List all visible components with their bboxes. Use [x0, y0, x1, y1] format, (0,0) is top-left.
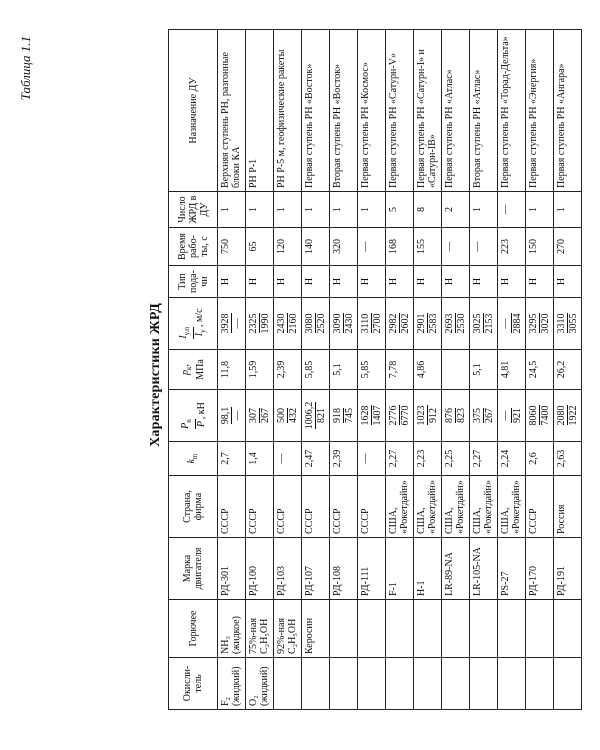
cell-km: 2,25 [442, 442, 470, 476]
cell-pressure: 26,2 [554, 350, 582, 390]
header-time: Время рабо-ты, с [169, 228, 218, 266]
cell-purpose: РН Р-1 [246, 30, 274, 192]
cell-isp-fraction [276, 314, 299, 334]
cell-oxidizer [442, 658, 470, 710]
cell-isp-fraction [360, 314, 383, 334]
cell-isp-top: 3928 [220, 313, 231, 334]
cell-feed: Н [302, 266, 330, 298]
cell-purpose: Вторая ступень РН «Атлас» [470, 30, 498, 192]
table-row [470, 30, 498, 710]
pressure-unit: , МПа [180, 359, 206, 380]
isp-top: I [177, 335, 189, 339]
cell-purpose: Первая ступень РН «Ангара» [554, 30, 582, 192]
cell-pressure [442, 350, 470, 390]
cell-isp-top: 3110 [360, 313, 371, 334]
cell-isp-fraction [416, 314, 439, 334]
cell-thrust-top: 1006,2 [304, 401, 315, 430]
cell-pressure: 5,85 [302, 350, 330, 390]
cell-thrust [246, 390, 274, 442]
cell-km: 2,63 [554, 442, 582, 476]
cell-thrust-top: 918 [332, 408, 343, 423]
header-thrust [169, 390, 218, 442]
cell-country: США, «Рокетдайн» [414, 476, 442, 538]
cell-oxidizer: O₂ (жидкий) [246, 658, 274, 710]
cell-isp-fraction [220, 314, 243, 334]
cell-pressure: 5,1 [330, 350, 358, 390]
cell-isp-bottom: 3055 [568, 313, 579, 334]
cell-feed: Н [498, 266, 526, 298]
cell-engine: LR-105-NA [470, 538, 498, 600]
cell-isp-top: 2430 [276, 313, 287, 334]
cell-isp-fraction [556, 314, 579, 334]
cell-isp [386, 298, 414, 350]
cell-isp-fraction [304, 314, 327, 334]
cell-time: 270 [554, 228, 582, 266]
cell-isp [442, 298, 470, 350]
cell-feed: Н [274, 266, 302, 298]
cell-thrust-top: 8060 [528, 405, 539, 426]
cell-isp-top: 3080 [304, 313, 315, 334]
cell-fuel [386, 600, 414, 658]
cell-km: 2,27 [470, 442, 498, 476]
cell-purpose: Первая ступень РН «Космос» [358, 30, 386, 192]
cell-km: 2,24 [498, 442, 526, 476]
cell-km: 2,23 [414, 442, 442, 476]
cell-purpose: Первая ступень РН «Сатурн-V» [386, 30, 414, 192]
cell-isp-fraction [388, 314, 411, 334]
cell-thrust-bottom: 1922 [568, 405, 579, 426]
cell-thrust-top: 2776 [388, 405, 399, 426]
cell-thrust-fraction [444, 408, 467, 423]
cell-pressure: 4,81 [498, 350, 526, 390]
cell-fuel [526, 600, 554, 658]
cell-engine: РД-191 [554, 538, 582, 600]
header-row [169, 30, 218, 710]
cell-isp-top: 3295 [528, 313, 539, 334]
table-row [386, 30, 414, 710]
cell-feed: Н [414, 266, 442, 298]
cell-fuel [498, 600, 526, 658]
cell-thrust [498, 390, 526, 442]
cell-thrust [330, 390, 358, 442]
cell-count: 1 [554, 192, 582, 228]
cell-thrust-top: 876 [444, 408, 455, 423]
cell-feed: Н [246, 266, 274, 298]
cell-country: СССР [302, 476, 330, 538]
cell-km: 2,7 [218, 442, 246, 476]
cell-thrust-top: — [500, 408, 512, 423]
cell-thrust-bottom: 821 [316, 408, 327, 423]
cell-isp [358, 298, 386, 350]
cell-oxidizer [302, 658, 330, 710]
cell-km: 2,39 [330, 442, 358, 476]
cell-count: 8 [414, 192, 442, 228]
cell-fuel [330, 600, 358, 658]
header-fuel: Горючее [169, 600, 218, 658]
cell-country: США, «Рокетдайн» [470, 476, 498, 538]
cell-time: 65 [246, 228, 274, 266]
cell-isp [274, 298, 302, 350]
cell-time: — [442, 228, 470, 266]
cell-isp-fraction [500, 314, 523, 334]
cell-fuel [442, 600, 470, 658]
cell-isp-fraction [444, 314, 467, 334]
km-symbol: k [185, 459, 197, 464]
cell-pressure: 24,5 [526, 350, 554, 390]
cell-feed: Н [442, 266, 470, 298]
table-row [274, 30, 302, 710]
cell-time: 155 [414, 228, 442, 266]
cell-km: 1,4 [246, 442, 274, 476]
thrust-unit: , кН [195, 402, 207, 420]
cell-thrust [414, 390, 442, 442]
cell-thrust-top: 98,1 [220, 406, 231, 425]
cell-count: 1 [274, 192, 302, 228]
cell-count: 5 [386, 192, 414, 228]
cell-count: 1 [330, 192, 358, 228]
cell-thrust [302, 390, 330, 442]
table-caption: Характеристики ЖРД [148, 303, 163, 447]
cell-engine: РД-103 [274, 538, 302, 600]
header-feed: Тип пода-чи [169, 266, 218, 298]
cell-isp-top: 3310 [556, 313, 567, 334]
cell-pressure: 7,78 [386, 350, 414, 390]
table-row [526, 30, 554, 710]
header-km [169, 442, 218, 476]
pressure-symbol: p [180, 369, 191, 375]
cell-country: Россия [554, 476, 582, 538]
cell-isp-fraction [248, 314, 271, 334]
cell-km: 2,27 [386, 442, 414, 476]
cell-thrust-fraction [276, 408, 299, 423]
isp-fraction [178, 327, 209, 339]
cell-thrust-fraction [528, 406, 551, 426]
cell-purpose: Вторая ступень РН «Восток» [330, 30, 358, 192]
cell-pressure: 2,39 [274, 350, 302, 390]
cell-isp-top: 2325 [248, 313, 259, 334]
cell-purpose: Первая ступень РН «Энергия» [526, 30, 554, 192]
cell-feed: Н [386, 266, 414, 298]
cell-thrust [554, 390, 582, 442]
cell-time: 320 [330, 228, 358, 266]
cell-oxidizer: F₂ (жидкий) [218, 658, 246, 710]
cell-thrust-bottom: 1407 [372, 405, 383, 426]
cell-isp-bottom: 2520 [316, 313, 327, 334]
cell-oxidizer [554, 658, 582, 710]
cell-oxidizer [470, 658, 498, 710]
cell-country: СССР [526, 476, 554, 538]
cell-thrust [526, 390, 554, 442]
cell-isp-bottom: — [232, 318, 243, 329]
cell-pressure: 5,1 [470, 350, 498, 390]
cell-isp-top: — [500, 314, 512, 334]
table-row [498, 30, 526, 710]
cell-time: 168 [386, 228, 414, 266]
cell-thrust-top: 375 [472, 408, 483, 423]
cell-isp [218, 298, 246, 350]
cell-isp [498, 298, 526, 350]
cell-thrust-bottom: — [232, 410, 243, 421]
cell-thrust-top: 500 [276, 408, 287, 423]
cell-thrust-fraction [360, 406, 383, 426]
cell-oxidizer [274, 658, 302, 710]
cell-fuel: NH₃ (жидкое) [218, 600, 246, 658]
cell-purpose: РН Р-5 м, геофизические ракеты [274, 30, 302, 192]
thrust-fraction [180, 419, 207, 429]
cell-thrust-top: 1628 [360, 405, 371, 426]
cell-fuel [554, 600, 582, 658]
thrust-top: P [179, 422, 191, 429]
cell-isp-bottom: 2583 [428, 313, 439, 334]
cell-pressure: 5,85 [358, 350, 386, 390]
cell-count: 2 [442, 192, 470, 228]
cell-thrust-bottom: 921 [512, 408, 523, 423]
cell-thrust [386, 390, 414, 442]
cell-thrust-fraction [556, 406, 579, 426]
cell-purpose: Первая ступень РН «Сатурн-I» и «Сатурн-IB» [414, 30, 442, 192]
engine-characteristics-table [168, 29, 582, 710]
cell-thrust [218, 390, 246, 442]
cell-time: — [358, 228, 386, 266]
cell-count: 1 [302, 192, 330, 228]
cell-time: 750 [218, 228, 246, 266]
cell-fuel [470, 600, 498, 658]
cell-count: 1 [358, 192, 386, 228]
cell-feed: Н [218, 266, 246, 298]
cell-isp-bottom: 2884 [512, 313, 523, 334]
cell-thrust-bottom: 912 [428, 408, 439, 423]
cell-isp-bottom: 2530 [456, 313, 467, 334]
cell-isp [302, 298, 330, 350]
cell-purpose: Первая ступень РН «Атлас» [442, 30, 470, 192]
cell-time: 150 [526, 228, 554, 266]
cell-thrust-fraction [304, 402, 327, 430]
header-pressure [169, 350, 218, 390]
cell-isp-bottom: 2700 [372, 313, 383, 334]
table-row [414, 30, 442, 710]
cell-isp-top: 3090 [332, 313, 343, 334]
header-country: Страна, фирма [169, 476, 218, 538]
cell-thrust-top: 1023 [416, 405, 427, 426]
cell-time: — [470, 228, 498, 266]
cell-time: 223 [498, 228, 526, 266]
cell-purpose: Первая ступень РН «Торад-Дельта» [498, 30, 526, 192]
cell-pressure: 11,8 [218, 350, 246, 390]
cell-purpose: Первая ступень РН «Восток» [302, 30, 330, 192]
cell-km: — [274, 442, 302, 476]
cell-thrust-fraction [416, 406, 439, 426]
cell-fuel: Керосин [302, 600, 330, 658]
cell-country: СССР [218, 476, 246, 538]
cell-isp-bottom: 2153 [484, 313, 495, 334]
cell-oxidizer [526, 658, 554, 710]
cell-feed: Н [526, 266, 554, 298]
cell-thrust-fraction [220, 407, 243, 425]
cell-count: 1 [470, 192, 498, 228]
cell-feed: Н [470, 266, 498, 298]
cell-thrust-fraction [248, 408, 271, 423]
cell-thrust-fraction [472, 408, 495, 423]
cell-isp-bottom: 2430 [344, 313, 355, 334]
cell-country: СССР [358, 476, 386, 538]
table-row [358, 30, 386, 710]
cell-thrust-top: 2080 [556, 405, 567, 426]
cell-engine: PS-27 [498, 538, 526, 600]
cell-country: США, «Рокетдайн» [498, 476, 526, 538]
cell-isp [330, 298, 358, 350]
table-number: Таблица 1.1 [18, 36, 33, 101]
cell-thrust-bottom: 267 [260, 408, 271, 423]
cell-time: 140 [302, 228, 330, 266]
cell-thrust [470, 390, 498, 442]
table-row [442, 30, 470, 710]
cell-purpose: Верхняя ступень РН, разгонные блоки КА [218, 30, 246, 192]
table-body [218, 30, 582, 710]
cell-engine: F-1 [386, 538, 414, 600]
cell-isp-top: 3025 [472, 313, 483, 334]
cell-isp-bottom: 1990 [260, 313, 271, 334]
cell-isp-top: 2693 [444, 313, 455, 334]
cell-thrust-bottom: 823 [456, 408, 467, 423]
cell-oxidizer [386, 658, 414, 710]
cell-oxidizer [414, 658, 442, 710]
cell-fuel: 92%-ная C₂H₅OH [274, 600, 302, 658]
cell-country: СССР [246, 476, 274, 538]
isp-unit: , м/с [193, 308, 205, 327]
cell-fuel: 75%-ная C₂H₅OH [246, 600, 274, 658]
header-purpose: Назначение ДУ [169, 30, 218, 192]
isp-bot-sub: у [198, 329, 207, 333]
table-row [302, 30, 330, 710]
cell-km: 2,6 [526, 442, 554, 476]
cell-isp-fraction [472, 314, 495, 334]
header-count: Число ЖРД в ДУ [169, 192, 218, 228]
cell-isp-bottom: 2160 [288, 313, 299, 334]
cell-isp [554, 298, 582, 350]
cell-km: — [358, 442, 386, 476]
cell-thrust-fraction [332, 408, 355, 423]
isp-top-sub: у.п [182, 326, 191, 336]
cell-thrust [358, 390, 386, 442]
cell-pressure: 1,59 [246, 350, 274, 390]
cell-thrust-fraction [388, 406, 411, 426]
cell-thrust-bottom: 745 [344, 408, 355, 423]
cell-oxidizer [330, 658, 358, 710]
cell-count: 1 [246, 192, 274, 228]
cell-fuel [358, 600, 386, 658]
cell-pressure: 4,86 [414, 350, 442, 390]
thrust-top-sub: n [184, 419, 193, 423]
cell-oxidizer [358, 658, 386, 710]
cell-isp [526, 298, 554, 350]
cell-engine: РД-100 [246, 538, 274, 600]
cell-thrust-bottom: 7400 [540, 405, 551, 426]
cell-isp-top: 2982 [388, 313, 399, 334]
cell-feed: Н [554, 266, 582, 298]
cell-thrust-bottom: 267 [484, 408, 495, 423]
cell-country: СССР [274, 476, 302, 538]
cell-isp [414, 298, 442, 350]
cell-thrust-bottom: 432 [288, 408, 299, 423]
cell-thrust-fraction [500, 408, 523, 423]
table-row [246, 30, 274, 710]
cell-isp-top: 2901 [416, 313, 427, 334]
table-row [218, 30, 246, 710]
cell-km: 2,47 [302, 442, 330, 476]
isp-bot: I [193, 332, 205, 337]
cell-time: 120 [274, 228, 302, 266]
cell-engine: РД-301 [218, 538, 246, 600]
cell-isp-fraction [528, 314, 551, 334]
cell-thrust [274, 390, 302, 442]
cell-isp-fraction [332, 314, 355, 334]
cell-oxidizer [498, 658, 526, 710]
cell-feed: Н [330, 266, 358, 298]
cell-engine: LR-89-NA [442, 538, 470, 600]
header-isp [169, 298, 218, 350]
cell-count: 1 [526, 192, 554, 228]
cell-isp [470, 298, 498, 350]
cell-engine: РД-170 [526, 538, 554, 600]
cell-isp-bottom: 2602 [400, 313, 411, 334]
table-row [554, 30, 582, 710]
thrust-bot: P [195, 421, 207, 428]
cell-engine: РД-111 [358, 538, 386, 600]
km-sub: m [190, 453, 199, 459]
cell-country: США, «Рокетдайн» [386, 476, 414, 538]
cell-thrust [442, 390, 470, 442]
cell-fuel [414, 600, 442, 658]
cell-engine: РД-108 [330, 538, 358, 600]
cell-thrust-bottom: 6770 [400, 405, 411, 426]
cell-engine: H-1 [414, 538, 442, 600]
cell-country: СССР [330, 476, 358, 538]
cell-country: США, «Рокетдайн» [442, 476, 470, 538]
cell-isp-bottom: 3020 [540, 313, 551, 334]
cell-isp [246, 298, 274, 350]
pressure-sub: к [185, 366, 193, 370]
cell-count: — [498, 192, 526, 228]
header-oxidizer: Окисли-тель [169, 658, 218, 710]
cell-engine: РД-107 [302, 538, 330, 600]
header-engine: Марка двигателя [169, 538, 218, 600]
table-row [330, 30, 358, 710]
cell-feed: Н [358, 266, 386, 298]
cell-thrust-top: 307 [248, 408, 259, 423]
cell-count: 1 [218, 192, 246, 228]
